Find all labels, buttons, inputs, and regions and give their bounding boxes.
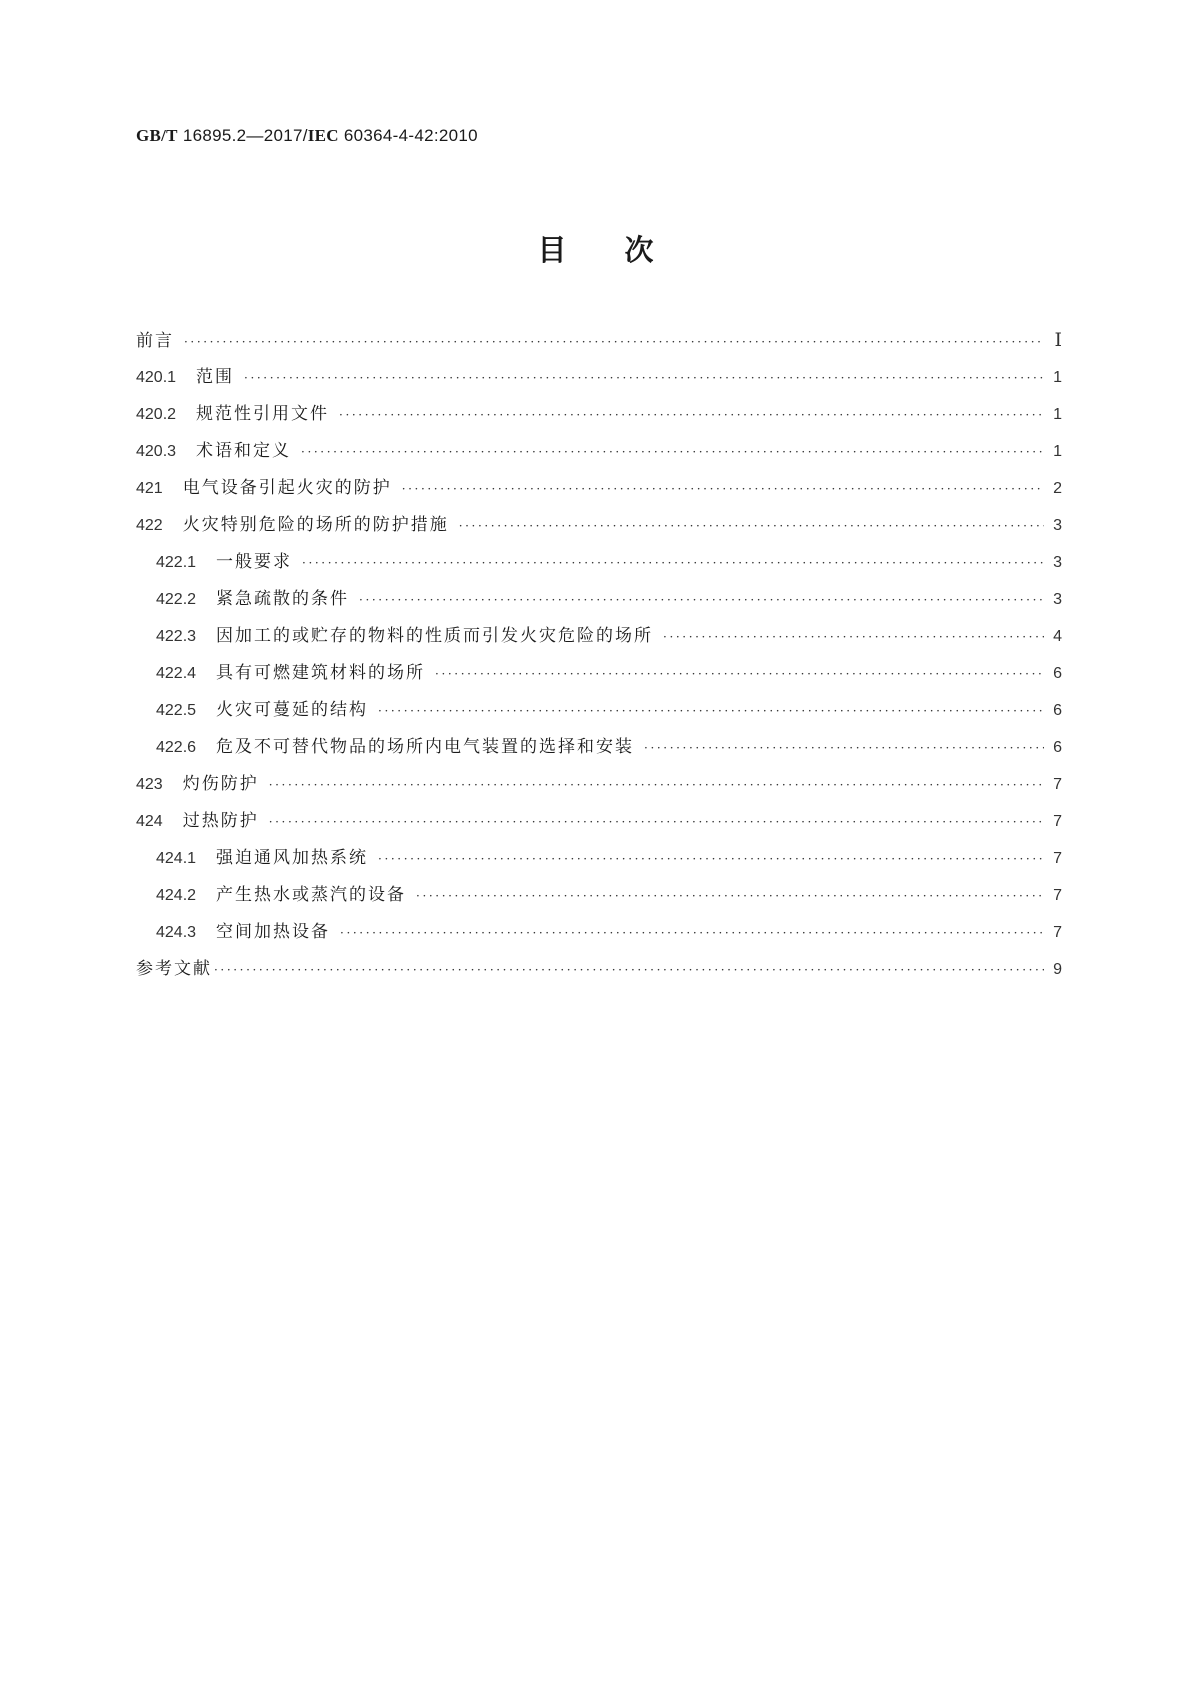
toc-leader-dots [184,324,1044,361]
toc-entry-page: 7 [1053,887,1062,904]
toc-entry-page: 6 [1053,665,1062,682]
toc-entry-label: 具有可燃建筑材料的场所 [216,663,426,683]
toc-entry-page: 3 [1053,517,1062,534]
toc-entry[interactable] [136,877,1062,914]
toc-entry-number: 420.3 [136,443,177,460]
toc-entry[interactable] [136,914,1062,951]
toc-entry-page: 7 [1053,924,1062,941]
standard-code-prefix: GB/T [136,126,178,145]
toc-entry-label: 术语和定义 [196,441,292,461]
toc-leader-dots [269,767,1044,804]
toc-entry-page: 1 [1053,369,1062,386]
toc-entry-number: 421 [136,480,163,497]
standard-code-iec-number: 60364-4-42:2010 [338,126,478,145]
toc-entry-references[interactable] [136,951,1062,988]
toc-entry-number: 424.1 [156,850,197,867]
toc-entry-number: 422.6 [156,739,197,756]
toc-entry-number: 423 [136,776,163,793]
toc-entry[interactable] [136,581,1062,618]
toc-entry[interactable] [136,433,1062,470]
toc-entry-number: 424.3 [156,924,197,941]
toc-entry-label: 范围 [196,367,235,387]
toc-entry-number: 422.5 [156,702,197,719]
toc-entry-label: 过热防护 [182,811,259,831]
toc-leader-dots [416,878,1044,915]
toc-entry-page: 1 [1053,443,1062,460]
toc-entry[interactable] [136,544,1062,581]
toc-entry-page: 9 [1053,961,1062,978]
standard-code-number: 16895.2—2017/ [177,126,308,145]
toc-entry-label: 电气设备引起火灾的防护 [182,478,392,498]
toc-entry[interactable] [136,803,1062,840]
toc-entry-foreword[interactable] [136,322,1062,359]
toc-entry-label: 危及不可替代物品的场所内电气装置的选择和安装 [216,737,635,757]
toc-leader-dots [402,471,1044,508]
toc-leader-dots [214,952,1044,989]
toc-entry-page: 1 [1053,406,1062,423]
toc-entry-page: Ⅰ [1054,330,1062,351]
toc-leader-dots [302,545,1044,582]
toc-entry-label: 一般要求 [216,552,293,572]
toc-entry[interactable] [136,729,1062,766]
toc-entry[interactable] [136,507,1062,544]
toc-entry-page: 4 [1053,628,1062,645]
toc-entry-label: 灼伤防护 [182,774,259,794]
toc-entry-label: 前言 [136,331,174,351]
toc-entry-label: 空间加热设备 [216,922,331,942]
toc-leader-dots [340,915,1044,952]
toc-entry[interactable] [136,618,1062,655]
page-title: 目次 [537,233,712,267]
toc-entry-page: 3 [1053,554,1062,571]
toc-leader-dots [663,619,1044,656]
toc-entry-page: 7 [1053,776,1062,793]
toc-entry[interactable] [136,766,1062,803]
toc-leader-dots [459,508,1044,545]
toc-entry-page: 2 [1053,480,1062,497]
toc-entry-label: 因加工的或贮存的物料的性质而引发火灾危险的场所 [216,626,654,646]
toc-entry-number: 422.2 [156,591,197,608]
toc-entry-page: 7 [1053,813,1062,830]
standard-code-iec: IEC [307,126,339,145]
toc-leader-dots [269,804,1044,841]
toc-entry-number: 422.1 [156,554,197,571]
table-of-contents [136,322,1062,988]
toc-entry-number: 422.3 [156,628,197,645]
toc-leader-dots [644,730,1044,767]
toc-entry-page: 7 [1053,850,1062,867]
toc-entry-page: 6 [1053,739,1062,756]
toc-entry-page: 6 [1053,702,1062,719]
toc-entry-number: 422.4 [156,665,197,682]
toc-entry-number: 420.2 [136,406,177,423]
toc-entry-label: 紧急疏散的条件 [216,589,350,609]
toc-entry-label: 规范性引用文件 [196,404,330,424]
toc-leader-dots [378,841,1044,878]
toc-entry[interactable] [136,655,1062,692]
toc-entry-label: 强迫通风加热系统 [216,848,369,868]
toc-leader-dots [378,693,1044,730]
toc-entry[interactable] [136,470,1062,507]
toc-leader-dots [244,360,1044,397]
toc-entry[interactable] [136,692,1062,729]
toc-entry-number: 424.2 [156,887,197,904]
toc-leader-dots [339,397,1044,434]
toc-entry-number: 420.1 [136,369,177,386]
toc-leader-dots [435,656,1044,693]
toc-entry[interactable] [136,840,1062,877]
toc-entry-label: 火灾特别危险的场所的防护措施 [182,515,449,535]
toc-entry-number: 424 [136,813,163,830]
toc-entry-number: 422 [136,517,163,534]
toc-leader-dots [359,582,1044,619]
toc-entry-label: 参考文献 [136,959,212,979]
toc-entry-label: 产生热水或蒸汽的设备 [216,885,407,905]
toc-entry-page: 3 [1053,591,1062,608]
toc-entry[interactable] [136,396,1062,433]
standard-code [136,126,478,146]
toc-leader-dots [301,434,1044,471]
toc-entry[interactable] [136,359,1062,396]
toc-entry-label: 火灾可蔓延的结构 [216,700,369,720]
